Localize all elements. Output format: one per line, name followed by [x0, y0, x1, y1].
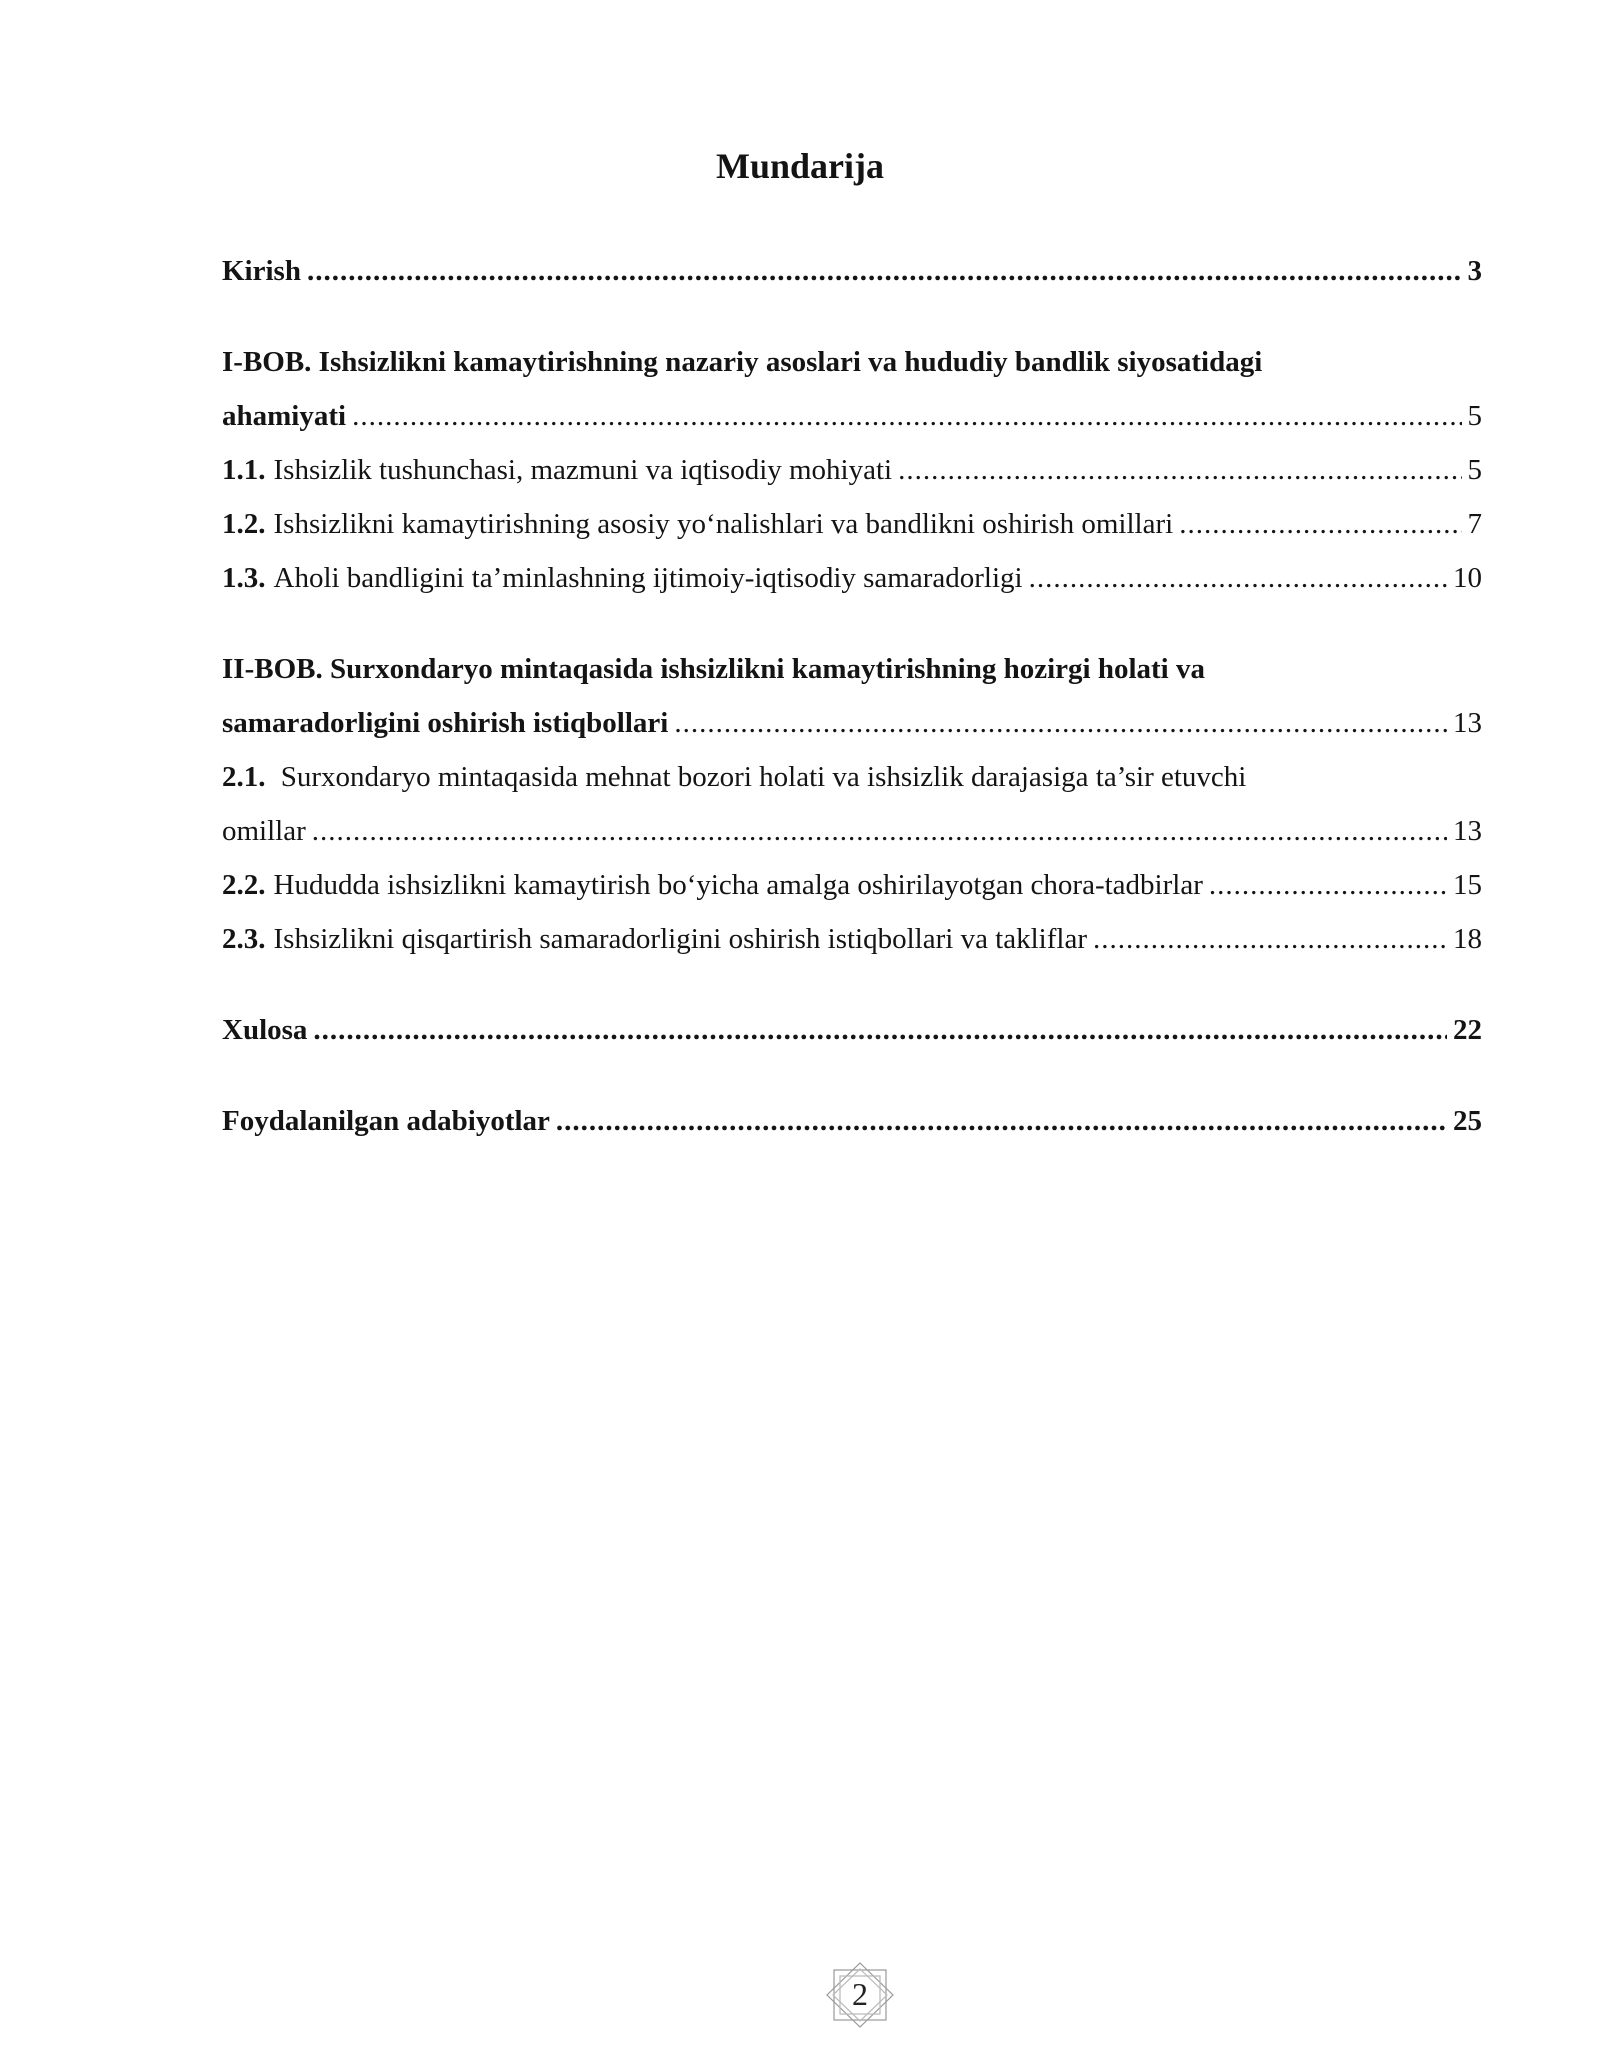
toc-section-title: Aholi bandligini ta’minlashning ijtimoiy-iqtisodiy samaradorligi: [273, 562, 1023, 594]
toc-page-number: 7: [1467, 508, 1482, 540]
dot-leader: [312, 804, 1447, 858]
toc-chapter-heading-line: I-BOB. Ishsizlikni kamaytirishning nazariy asoslari va hududiy bandlik siyosatidagi: [222, 346, 1263, 378]
dot-leader: [352, 389, 1461, 443]
toc-section-2-1[interactable]: [222, 750, 1482, 804]
dot-leader: [674, 696, 1447, 750]
toc-entry-label: Foydalanilgan adabiyotlar: [222, 1105, 550, 1137]
toc-page-number: 3: [1467, 255, 1482, 287]
toc-section-title: Ishsizlik tushunchasi, mazmuni va iqtisodiy mohiyati: [273, 454, 893, 486]
toc-chapter-1-heading[interactable]: [222, 335, 1482, 389]
toc-entry-intro[interactable]: [222, 244, 1482, 298]
page-number: 2: [852, 1976, 868, 2012]
toc-chapter-2-heading[interactable]: [222, 642, 1482, 696]
toc-chapter-heading-line: samaradorligini oshirish istiqbollari: [222, 707, 669, 739]
toc-section-number: 2.2.: [222, 869, 266, 901]
toc-section-1-2[interactable]: [222, 497, 1482, 551]
dot-leader: [556, 1094, 1447, 1148]
toc-chapter-2-heading-end[interactable]: [222, 696, 1482, 750]
toc-page-number: 13: [1453, 815, 1482, 847]
dot-leader: [1093, 912, 1447, 966]
toc-section-number: 1.2.: [222, 508, 266, 540]
toc-section-2-2[interactable]: [222, 858, 1482, 912]
toc-section-number: 1.1.: [222, 454, 266, 486]
toc-section-number: 2.3.: [222, 923, 266, 955]
toc-chapter-1-heading-end[interactable]: [222, 389, 1482, 443]
toc-section-1-3[interactable]: [222, 551, 1482, 605]
toc-page-number: 5: [1467, 454, 1482, 486]
toc-section-title: Ishsizlikni qisqartirish samaradorligini oshirish istiqbollari va takliflar: [273, 923, 1087, 955]
dot-leader: [307, 244, 1462, 298]
page-number-footer: [820, 1962, 900, 2028]
toc-chapter-heading-line: II-BOB. Surxondaryo mintaqasida ishsizlikni kamaytirishning hozirgi holati va: [222, 653, 1205, 685]
toc-section-title: Surxondaryo mintaqasida mehnat bozori holati va ishsizlik darajasiga ta’sir etuvchi: [280, 761, 1247, 793]
table-of-contents: [222, 244, 1482, 1148]
toc-chapter-heading-line: ahamiyati: [222, 400, 347, 432]
page-title: Mundarija: [715, 146, 884, 186]
toc-section-1-1[interactable]: [222, 443, 1482, 497]
toc-page-number: 18: [1453, 923, 1482, 955]
toc-page-number: 15: [1453, 869, 1482, 901]
toc-entry-conclusion[interactable]: [222, 1003, 1482, 1057]
toc-section-title: Hududda ishsizlikni kamaytirish bo‘yicha amalga oshirilayotgan chora-tadbirlar: [273, 869, 1203, 901]
dot-leader: [1209, 858, 1447, 912]
toc-section-number: 2.1.: [222, 761, 266, 793]
toc-entry-label: Xulosa: [222, 1014, 308, 1046]
dot-leader: [1029, 551, 1447, 605]
toc-page-number: 5: [1467, 400, 1482, 432]
toc-page-number: 25: [1453, 1105, 1482, 1137]
toc-entry-label: Kirish: [222, 255, 301, 287]
toc-section-2-1-end[interactable]: [222, 804, 1482, 858]
toc-section-2-3[interactable]: [222, 912, 1482, 966]
toc-section-title: omillar: [222, 815, 306, 847]
dot-leader: [313, 1003, 1447, 1057]
toc-section-title: Ishsizlikni kamaytirishning asosiy yo‘nalishlari va bandlikni oshirish omillari: [273, 508, 1174, 540]
toc-page-number: 10: [1453, 562, 1482, 594]
toc-page-number: 22: [1453, 1014, 1482, 1046]
toc-section-number: 1.3.: [222, 562, 266, 594]
toc-page-number: 13: [1453, 707, 1482, 739]
dot-leader: [898, 443, 1461, 497]
dot-leader: [1179, 497, 1461, 551]
toc-entry-references[interactable]: [222, 1094, 1482, 1148]
